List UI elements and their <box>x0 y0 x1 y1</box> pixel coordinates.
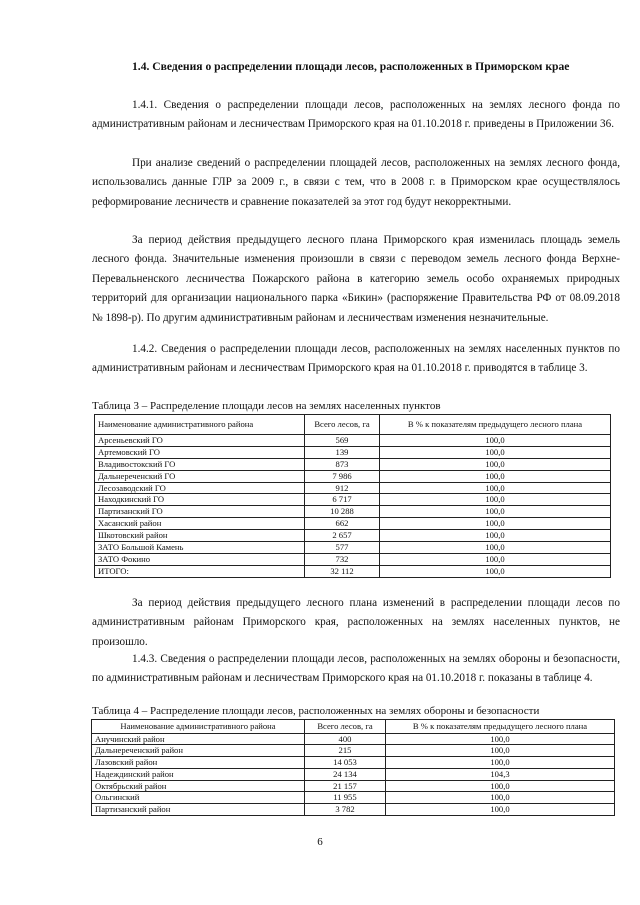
cell-district: Дальнереченский район <box>92 745 305 757</box>
cell-district: Лазовский район <box>92 757 305 769</box>
paragraph-no-changes: За период действия предыдущего лесного плана изменений в распределении площади лесов по административным районам Приморского края, расположенных на землях населенных пунктов, не произошло. <box>92 597 620 648</box>
cell-percent: 100,0 <box>386 780 615 792</box>
cell-percent: 100,0 <box>386 803 615 815</box>
cell-district: Партизанский район <box>92 803 305 815</box>
cell-percent: 100,0 <box>380 506 611 518</box>
table-row <box>95 530 611 542</box>
cell-total: 21 157 <box>305 780 386 792</box>
cell-total: 6 717 <box>305 494 380 506</box>
cell-percent: 100,0 <box>380 434 611 446</box>
table-row <box>92 757 615 769</box>
cell-district: ИТОГО: <box>95 565 305 577</box>
column-header-district: Наименование административного района <box>95 415 305 435</box>
table-row <box>95 482 611 494</box>
table-row <box>92 745 615 757</box>
cell-total: 10 288 <box>305 506 380 518</box>
column-header-total: Всего лесов, га <box>305 720 386 734</box>
table-defense-lands <box>91 719 615 816</box>
cell-district: Владивостокский ГО <box>95 458 305 470</box>
paragraph-changes: За период действия предыдущего лесного плана Приморского края изменилась площадь земель лесного фонда. Значительные изменения произошли в связи с переводом земель лесного фонда Верхне-Перевальненского лесничества Пожарского района в категорию земель особо охраняемых природных территорий для организации национального парка «Бикин» (распоряжение Правительства РФ от 08.09.2018 № 1898-р). По другим административным районам и лесничествам изменения незначительные. <box>92 234 620 324</box>
cell-total: 11 955 <box>305 792 386 804</box>
section-heading: 1.4. Сведения о распределении площади лесов, расположенных в Приморском крае <box>132 60 570 73</box>
table-row <box>95 506 611 518</box>
cell-percent: 100,0 <box>380 482 611 494</box>
cell-total: 577 <box>305 542 380 554</box>
column-header-total: Всего лесов, га <box>305 415 380 435</box>
cell-district: Надеждинский район <box>92 768 305 780</box>
table-row <box>92 733 615 745</box>
column-header-district: Наименование административного района <box>92 720 305 734</box>
cell-total: 400 <box>305 733 386 745</box>
cell-percent: 100,0 <box>386 745 615 757</box>
cell-district: Шкотовский район <box>95 530 305 542</box>
cell-percent: 100,0 <box>380 494 611 506</box>
cell-district: Хасанский район <box>95 518 305 530</box>
cell-percent: 100,0 <box>380 446 611 458</box>
cell-percent: 100,0 <box>386 733 615 745</box>
table-row <box>95 434 611 446</box>
cell-total: 32 112 <box>305 565 380 577</box>
table-row <box>92 780 615 792</box>
table-settlements <box>94 414 611 578</box>
cell-district: Ольгинский <box>92 792 305 804</box>
cell-total: 7 986 <box>305 470 380 482</box>
paragraph-1-4-1: 1.4.1. Сведения о распределении площади лесов, расположенных на землях лесного фонда по административным районам и лесничествам Приморского края на 01.10.2018 г. приведены в Приложении 36. <box>92 99 620 131</box>
cell-percent: 100,0 <box>380 530 611 542</box>
cell-district: ЗАТО Большой Камень <box>95 542 305 554</box>
cell-total: 732 <box>305 553 380 565</box>
cell-total: 2 657 <box>305 530 380 542</box>
cell-district: Лесозаводский ГО <box>95 482 305 494</box>
cell-district: Артемовский ГО <box>95 446 305 458</box>
column-header-percent: В % к показателям предыдущего лесного плана <box>380 415 611 435</box>
cell-district: ЗАТО Фокино <box>95 553 305 565</box>
cell-district: Партизанский ГО <box>95 506 305 518</box>
cell-total: 215 <box>305 745 386 757</box>
table-row <box>92 803 615 815</box>
cell-percent: 100,0 <box>380 553 611 565</box>
table-row <box>95 458 611 470</box>
cell-district: Октябрьский район <box>92 780 305 792</box>
table-total-row <box>95 565 611 577</box>
table3-caption: Таблица 3 – Распределение площади лесов на землях населенных пунктов <box>92 400 441 412</box>
cell-district: Дальнереченский ГО <box>95 470 305 482</box>
page-number: 6 <box>317 836 323 848</box>
table-row <box>95 446 611 458</box>
cell-percent: 100,0 <box>380 518 611 530</box>
table-row <box>95 553 611 565</box>
cell-total: 912 <box>305 482 380 494</box>
cell-district: Находкинский ГО <box>95 494 305 506</box>
cell-district: Арсеньевский ГО <box>95 434 305 446</box>
cell-total: 24 134 <box>305 768 386 780</box>
cell-percent: 104,3 <box>386 768 615 780</box>
cell-total: 569 <box>305 434 380 446</box>
paragraph-1-4-3: 1.4.3. Сведения о распределении площади лесов, расположенных на землях обороны и безопасности, по административным районам и лесничествам Приморского края на 01.10.2018 г. показаны в таблице 4. <box>92 653 620 685</box>
table-row <box>95 542 611 554</box>
column-header-percent: В % к показателям предыдущего лесного плана <box>386 720 615 734</box>
cell-total: 14 053 <box>305 757 386 769</box>
table-header-row <box>95 415 611 435</box>
cell-percent: 100,0 <box>380 458 611 470</box>
table4-caption: Таблица 4 – Распределение площади лесов, расположенных на землях обороны и безопасности <box>92 705 540 717</box>
cell-percent: 100,0 <box>380 565 611 577</box>
paragraph-analysis: При анализе сведений о распределении площадей лесов, расположенных на землях лесного фонда, использовались данные ГЛР за 2009 г., в связи с тем, что в 2008 г. в Приморском крае осуществлялось реформирование лесничеств и сравнение показателей за этот год будут некорректными. <box>92 157 620 208</box>
cell-percent: 100,0 <box>386 757 615 769</box>
paragraph-1-4-2: 1.4.2. Сведения о распределении площади лесов, расположенных на землях населенных пунктов по административным районам и лесничествам Приморского края на 01.10.2018 г. приводятся в таблице 3. <box>92 343 620 375</box>
table-row <box>95 494 611 506</box>
cell-percent: 100,0 <box>380 542 611 554</box>
cell-percent: 100,0 <box>380 470 611 482</box>
table-header-row <box>92 720 615 734</box>
table-row <box>92 792 615 804</box>
table-row <box>95 470 611 482</box>
cell-total: 139 <box>305 446 380 458</box>
cell-percent: 100,0 <box>386 792 615 804</box>
cell-total: 3 782 <box>305 803 386 815</box>
cell-total: 662 <box>305 518 380 530</box>
cell-total: 873 <box>305 458 380 470</box>
table-row <box>95 518 611 530</box>
table-row <box>92 768 615 780</box>
cell-district: Анучинский район <box>92 733 305 745</box>
